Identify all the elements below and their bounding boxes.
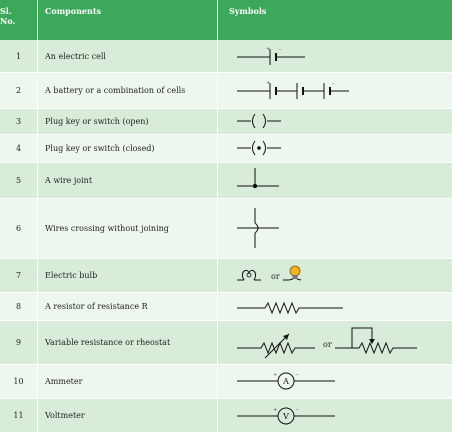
- minus-sign: –: [279, 47, 282, 53]
- row-number: 4: [15, 143, 22, 153]
- voltmeter-letter: V: [283, 412, 289, 421]
- row-number: 1: [15, 51, 22, 61]
- header-components: Components: [45, 6, 102, 16]
- minus-sign: –: [296, 372, 299, 378]
- symbol-plug-key-open: [217, 108, 452, 134]
- row-number: 6: [15, 223, 22, 233]
- symbol-plug-key-closed: [217, 134, 452, 162]
- symbol-electric-bulb: [217, 258, 452, 292]
- or-label: or: [323, 340, 332, 349]
- symbol-ammeter: [217, 364, 452, 398]
- symbol-voltmeter: [217, 398, 452, 432]
- symbol-wire-joint: [217, 162, 452, 198]
- plus-sign: +: [266, 80, 271, 86]
- column-divider: [217, 0, 218, 432]
- row-divider: [0, 134, 452, 135]
- row-component: A wire joint: [45, 175, 93, 185]
- table-row: [0, 320, 452, 364]
- row-divider: [0, 364, 452, 365]
- header-symbols: Symbols: [229, 6, 267, 16]
- table-row: [0, 72, 452, 108]
- plus-sign: +: [273, 372, 278, 378]
- ammeter-letter: A: [283, 377, 289, 386]
- row-divider: [0, 198, 452, 199]
- row-divider: [0, 162, 452, 163]
- row-number: 10: [13, 376, 24, 386]
- symbol-resistor: [217, 292, 452, 320]
- row-number: 3: [15, 116, 22, 126]
- symbol-battery: [217, 72, 452, 108]
- row-number: 5: [15, 175, 22, 185]
- minus-sign: –: [332, 81, 335, 87]
- row-component: Plug key or switch (open): [45, 116, 149, 126]
- or-label: or: [271, 272, 280, 281]
- table-row: [0, 162, 452, 198]
- symbol-wires-crossing: [217, 198, 452, 258]
- row-divider: [0, 72, 452, 73]
- row-component: Electric bulb: [45, 270, 98, 280]
- minus-sign: –: [296, 407, 299, 413]
- table-row: [0, 40, 452, 72]
- table-row: [0, 198, 452, 258]
- plus-sign: +: [273, 407, 278, 413]
- symbol-electric-cell: [217, 40, 452, 72]
- table-row: [0, 398, 452, 432]
- plus-sign: +: [266, 46, 271, 52]
- row-number: 2: [15, 85, 22, 95]
- row-component: Wires crossing without joining: [45, 223, 169, 233]
- table-row: [0, 258, 452, 292]
- table-header: [0, 0, 452, 40]
- row-component: A resistor of resistance R: [45, 301, 148, 311]
- header-sl-no-line1: Sl.: [0, 6, 12, 16]
- symbol-rheostat: [217, 320, 452, 364]
- row-component: Ammeter: [45, 376, 83, 386]
- header-sl-no-line2: No.: [0, 16, 16, 26]
- header-sl-no: [0, 0, 37, 40]
- row-divider: [0, 108, 452, 109]
- row-divider: [0, 258, 452, 259]
- row-divider: [0, 320, 452, 321]
- row-component: Variable resistance or rheostat: [45, 337, 171, 347]
- table-row: [0, 364, 452, 398]
- row-component: Plug key or switch (closed): [45, 143, 155, 153]
- row-component: Voltmeter: [45, 410, 85, 420]
- table-row: [0, 134, 452, 162]
- table-row: [0, 292, 452, 320]
- row-divider: [0, 398, 452, 399]
- row-divider: [0, 292, 452, 293]
- row-number: 8: [15, 301, 22, 311]
- row-number: 9: [15, 337, 22, 347]
- table-row: [0, 108, 452, 134]
- row-number: 7: [15, 270, 22, 280]
- row-number: 11: [13, 410, 24, 420]
- row-component: A battery or a combination of cells: [45, 85, 186, 95]
- row-component: An electric cell: [45, 51, 106, 61]
- column-divider: [37, 0, 38, 432]
